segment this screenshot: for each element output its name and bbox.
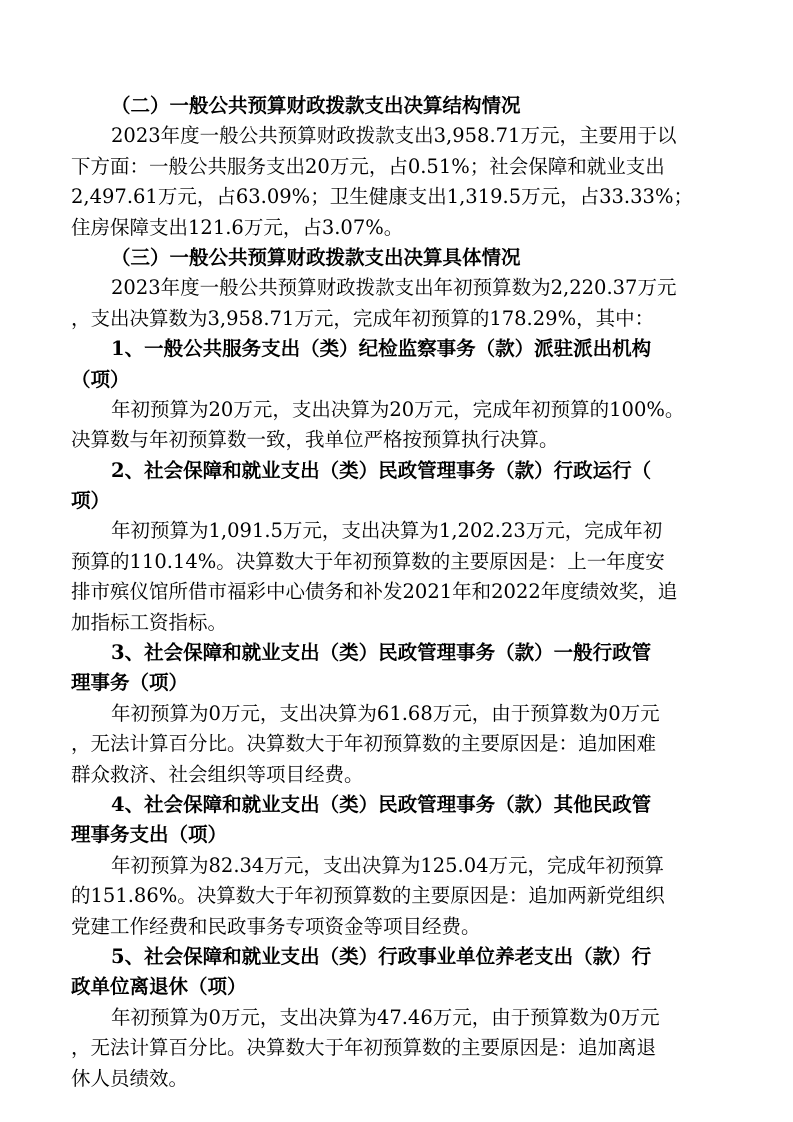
paragraph-line: 休人员绩效。 xyxy=(71,1066,189,1090)
item-heading-4: 4、社会保障和就业支出（类）民政管理事务（款）其他民政管 xyxy=(111,792,652,816)
item-heading-3: 3、社会保障和就业支出（类）民政管理事务（款）一般行政管 xyxy=(111,641,652,665)
paragraph-line: 排市殡仪馆所借市福彩中心债务和补发2021年和2022年度绩效奖，追 xyxy=(71,580,678,604)
item-heading-5-cont: 政单位离退休（项） xyxy=(71,975,247,999)
item-heading-3-cont: 理事务（项） xyxy=(71,671,189,695)
paragraph-line: ，无法计算百分比。决算数大于年初预算数的主要原因是：追加离退 xyxy=(71,1036,657,1060)
paragraph-line: 决算数与年初预算数一致，我单位严格按预算执行决算。 xyxy=(71,428,559,452)
paragraph-line: 2023年度一般公共预算财政拨款支出3,958.71万元，主要用于以 xyxy=(111,124,677,148)
paragraph-line: 住房保障支出121.6万元，占3.07%。 xyxy=(71,215,404,239)
paragraph-line: 加指标工资指标。 xyxy=(71,610,228,634)
paragraph-line: ，无法计算百分比。决算数大于年初预算数的主要原因是：追加困难 xyxy=(71,732,657,756)
paragraph-line: 下方面：一般公共服务支出20万元，占0.51%；社会保障和就业支出 xyxy=(71,154,665,178)
paragraph-line: 群众救济、社会组织等项目经费。 xyxy=(71,762,364,786)
item-heading-2-cont: 项） xyxy=(71,489,111,513)
paragraph-line: 年初预算为1,091.5万元，支出决算为1,202.23万元，完成年初 xyxy=(111,519,663,543)
paragraph-line: 年初预算为82.34万元，支出决算为125.04万元，完成年初预算 xyxy=(111,853,665,877)
paragraph-line: 2,497.61万元，占63.09%；卫生健康支出1,319.5万元，占33.33%； xyxy=(71,185,693,209)
paragraph-line: 的151.86%。决算数大于年初预算数的主要原因是：追加两新党组织 xyxy=(71,884,665,908)
item-heading-5: 5、社会保障和就业支出（类）行政事业单位养老支出（款）行 xyxy=(111,944,652,968)
paragraph-line: 预算的110.14%。决算数大于年初预算数的主要原因是：上一年度安 xyxy=(71,549,665,573)
item-heading-1: 1、一般公共服务支出（类）纪检监察事务（款）派驻派出机构 xyxy=(111,337,652,361)
paragraph-line: 党建工作经费和民政事务专项资金等项目经费。 xyxy=(71,914,481,938)
paragraph-line: 年初预算为20万元，支出决算为20万元，完成年初预算的100%。 xyxy=(111,397,685,421)
paragraph-line: 年初预算为0万元，支出决算为47.46万元，由于预算数为0万元 xyxy=(111,1005,660,1029)
paragraph-line: 2023年度一般公共预算财政拨款支出年初预算数为2,220.37万元 xyxy=(111,276,677,300)
section-heading-details: （三）一般公共预算财政拨款支出决算具体情况 xyxy=(111,245,521,269)
paragraph-line: ，支出决算数为3,958.71万元，完成年初预算的178.29%，其中： xyxy=(71,306,655,330)
section-heading-structure: （二）一般公共预算财政拨款支出决算结构情况 xyxy=(111,94,521,117)
paragraph-line: 年初预算为0万元，支出决算为61.68万元，由于预算数为0万元 xyxy=(111,701,660,725)
item-heading-4-cont: 理事务支出（项） xyxy=(71,823,228,847)
document-page xyxy=(71,91,721,1094)
item-heading-1-cont: （项） xyxy=(71,367,130,391)
item-heading-2: 2、社会保障和就业支出（类）民政管理事务（款）行政运行（ xyxy=(111,458,652,482)
